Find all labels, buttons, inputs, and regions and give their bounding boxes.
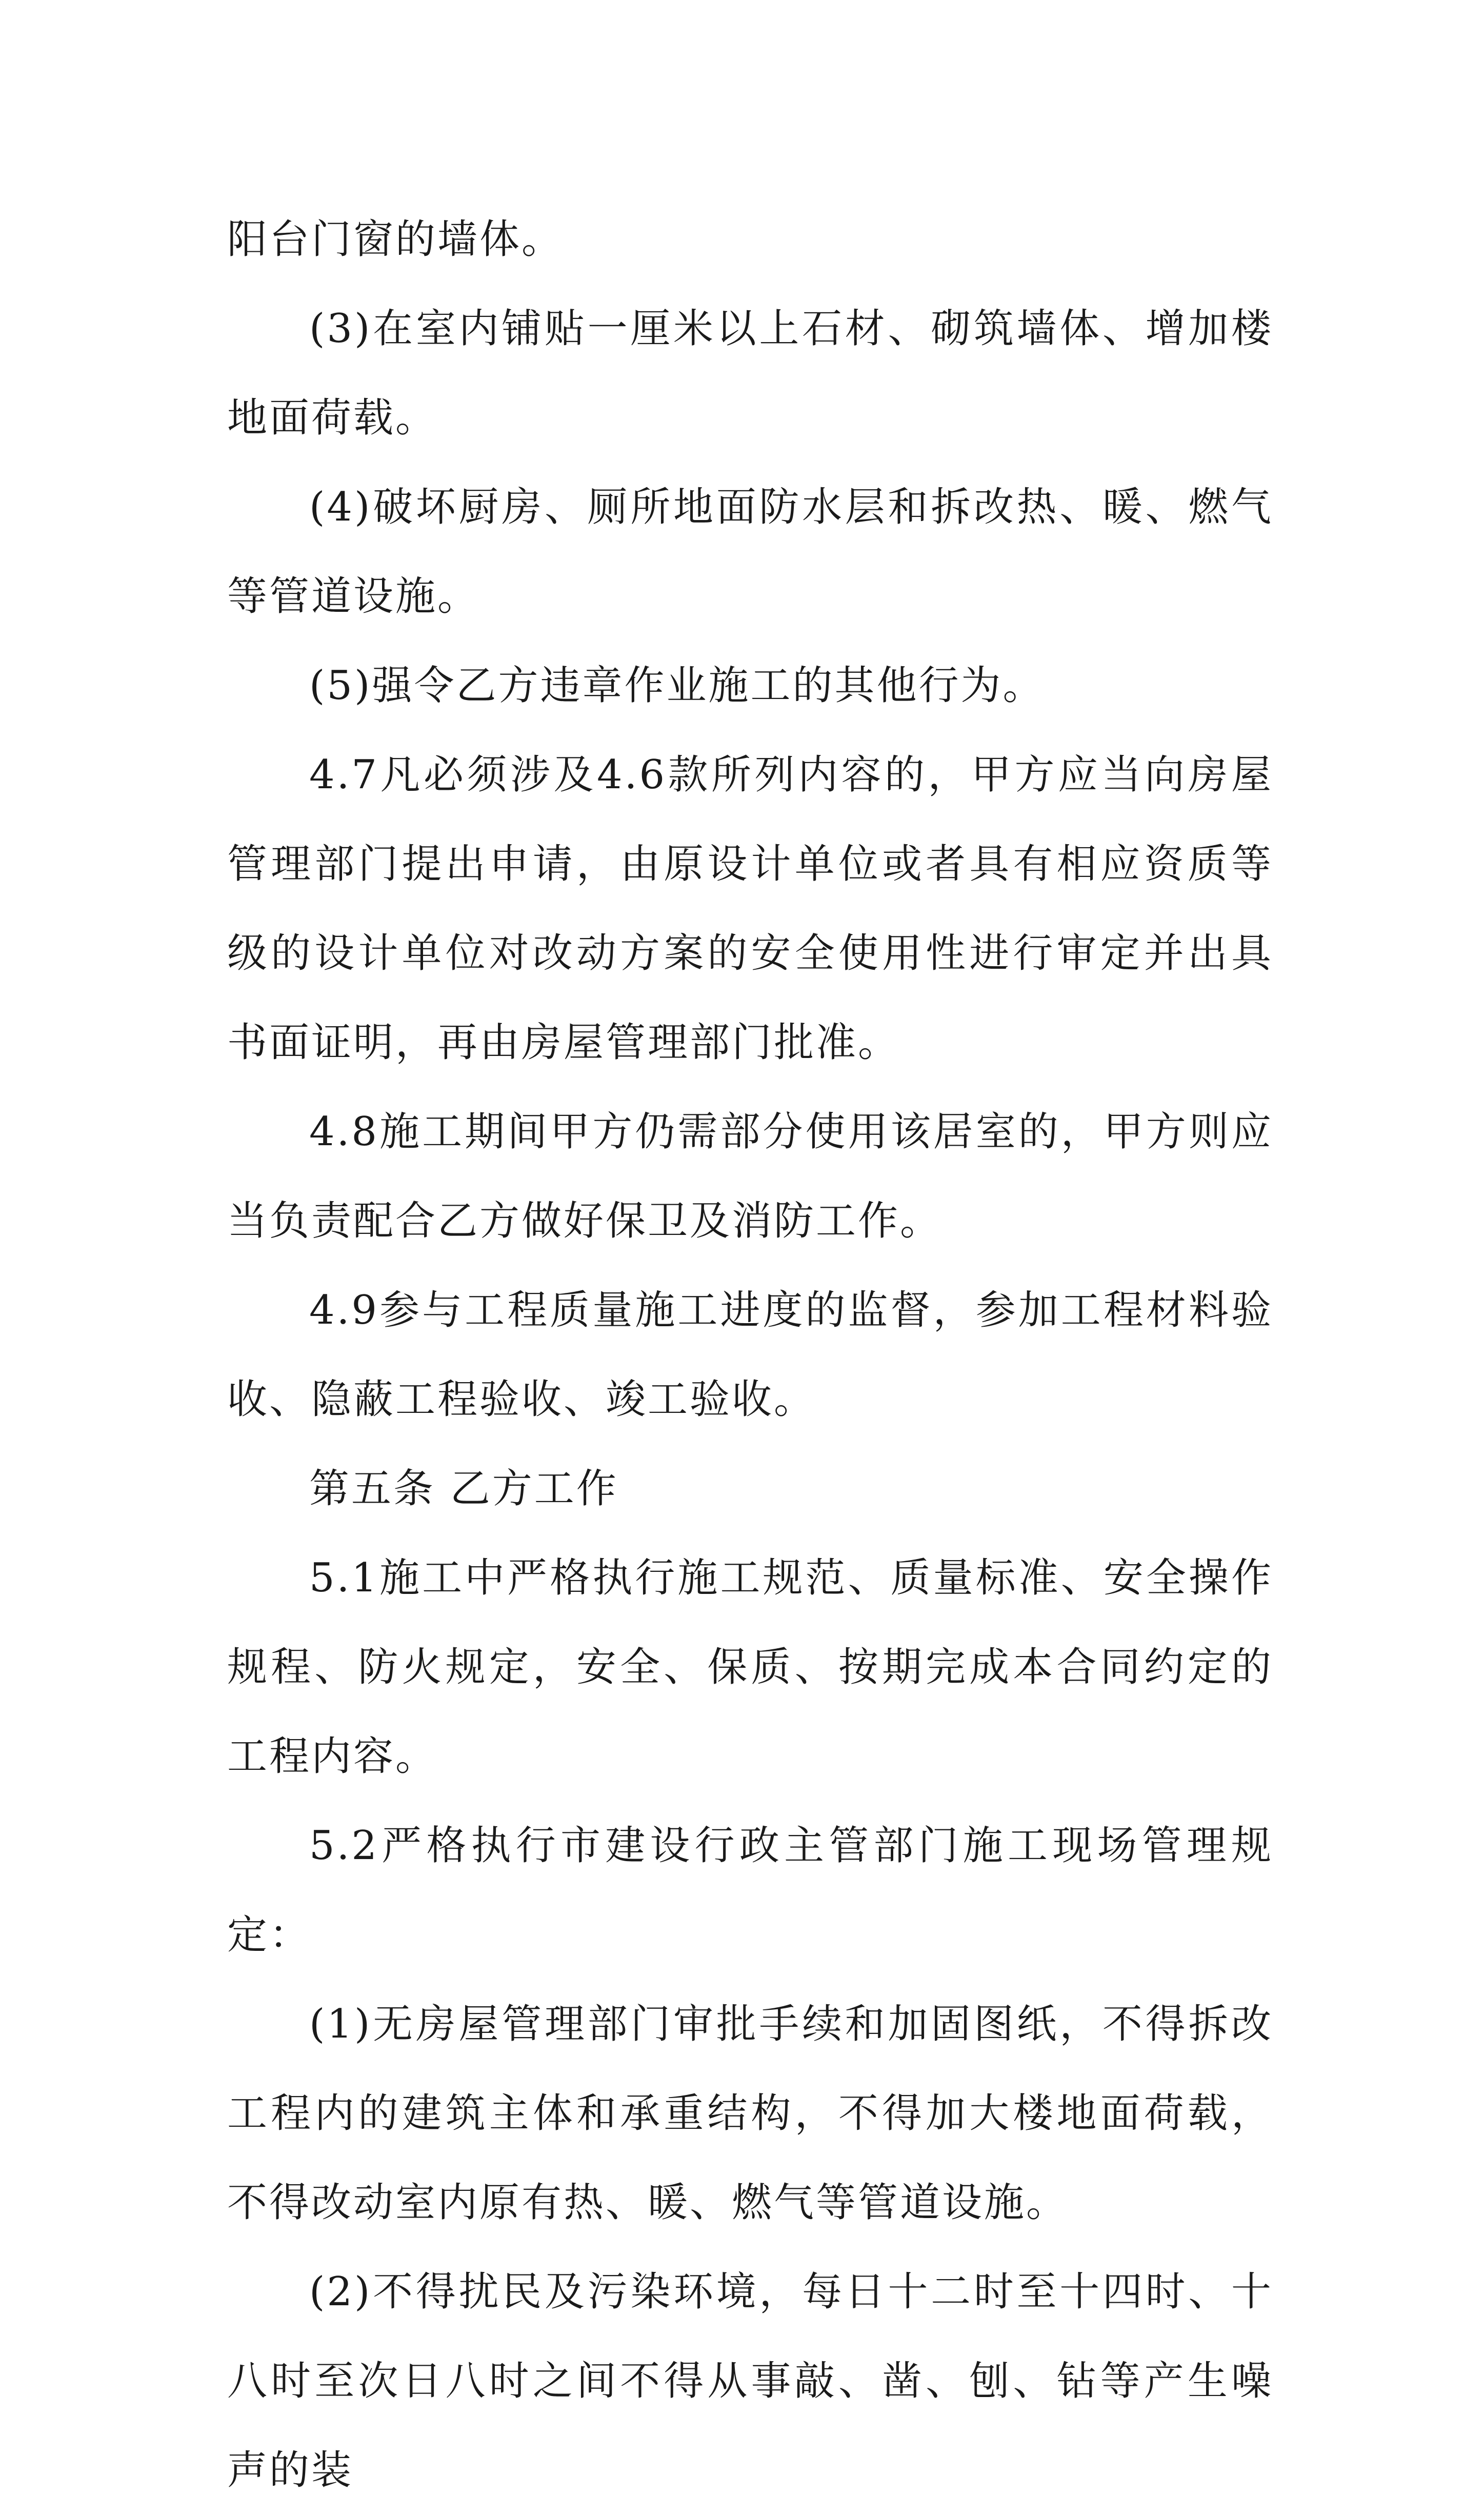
paragraph: (2)不得扰民及污染环境，每日十二时至十四时、十八时至次日八时之间不得从事敲、凿、刨、钻等产生噪声的装 <box>227 2269 1273 2493</box>
paragraph: 4.8施工期间甲方仍需部分使用该居室的，甲方则应当负责配合乙方做好保卫及消防工作。 <box>227 1109 1273 1244</box>
paragraph: (1)无房屋管理部门审批手续和加固图纸，不得拆改工程内的建筑主体和承重结构，不得加大楼地面荷载，不得改动室内原有热、暖、燃气等管道设施。 <box>227 2001 1273 2226</box>
paragraph: (4)破坏厨房、厕所地面防水层和拆改热、暖、燃气等管道设施。 <box>227 484 1273 620</box>
paragraph: 5.1施工中严格执行施工规范、质量标准、安全操作规程、防火规定，安全、保质、按期完成本合同约定的工程内容。 <box>227 1555 1273 1780</box>
paragraph: (5)强令乙方违章作业施工的其他行为。 <box>309 663 1045 709</box>
paragraph: 5.2严格执行市建设行政主管部门施工现场管理规定： <box>227 1823 1273 1958</box>
paragraph: 4.9参与工程质量施工进度的监督，参加工程材料验收、隐蔽工程验收、竣工验收。 <box>227 1287 1273 1423</box>
paragraph: (3)在室内铺贴一厘米以上石材、砌筑墙体、增加楼地面荷载。 <box>227 306 1273 441</box>
document-body <box>227 195 1273 2515</box>
paragraph: 阳台门窗的墙体。 <box>227 216 564 263</box>
paragraph: 4.7凡必须涉及4.6款所列内容的，甲方应当向房屋管理部门提出申请，由原设计单位或者具有相应资质等级的设计单位对改动方案的安全使用性进行审定并出具书面证明，再由房屋管理部门批准。 <box>227 752 1273 1066</box>
section-heading: 第五条 乙方工作 <box>309 1466 618 1512</box>
